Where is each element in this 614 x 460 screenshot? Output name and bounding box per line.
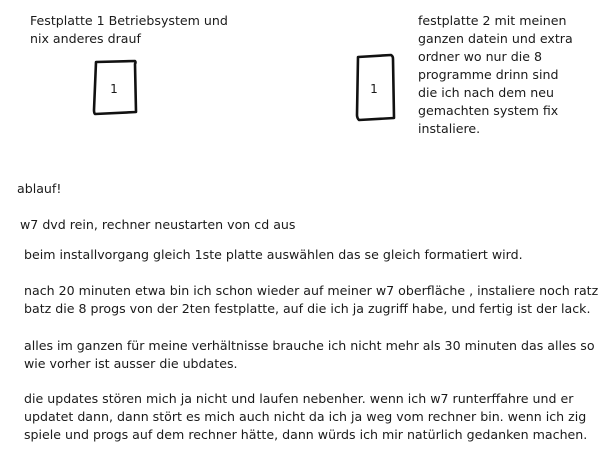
paragraph-line: die updates stören mich ja nicht und laufen nebenher. wenn ich w7 runterffahre und er [24, 391, 574, 406]
paragraph-line: alles im ganzen für meine verhältnisse brauche ich nicht mehr als 30 minuten das alles so [24, 338, 595, 353]
ablauf-heading: ablauf! [17, 181, 62, 196]
drive-right-caption-line: festplatte 2 mit meinen [418, 13, 567, 28]
drive-left-label: 1 [110, 82, 118, 96]
paragraph-time [24, 337, 595, 373]
drive-left-caption-line: Festplatte 1 Betriebsystem und [30, 13, 228, 28]
drive-left-caption [30, 12, 228, 48]
paragraph-line: nach 20 minuten etwa bin ich schon wieder auf meiner w7 oberfläche , instaliere noch ratz [24, 283, 599, 298]
drive-right-label: 1 [370, 82, 378, 96]
step-1-text: w7 dvd rein, rechner neustarten von cd aus [20, 217, 296, 232]
drive-right-caption [418, 12, 573, 138]
paragraph-line: wie vorher ist ausser die ubdates. [24, 356, 238, 371]
drive-right-caption-line: ganzen datein und extra [418, 31, 573, 46]
drive-right-caption-line: gemachten system fix [418, 103, 559, 118]
hard-drive-1-sketch [90, 58, 142, 120]
drive-left-caption-line: nix anderes drauf [30, 31, 141, 46]
drive-right-caption-line: ordner wo nur die 8 [418, 49, 542, 64]
step-2-text: beim installvorgang gleich 1ste platte auswählen das se gleich formatiert wird. [24, 247, 523, 262]
hard-drive-2-sketch [353, 52, 403, 122]
drive-right-caption-line: die ich nach dem neu [418, 85, 554, 100]
paragraph-line: batz die 8 progs von der 2ten festplatte, auf die ich ja zugriff habe, und fertig ist der lack. [24, 301, 591, 316]
paragraph-line: updatet dann, dann stört es mich auch nicht da ich ja weg vom rechner bin. wenn ich zig [24, 409, 587, 424]
paragraph-line: spiele und progs auf dem rechner hätte, dann würds ich mir natürlich gedanken machen. [24, 427, 588, 442]
paragraph-updates [24, 390, 587, 444]
paragraph-install [24, 282, 598, 318]
drive-right-caption-line: programme drinn sind [418, 67, 559, 82]
drive-right-caption-line: instaliere. [418, 121, 481, 136]
